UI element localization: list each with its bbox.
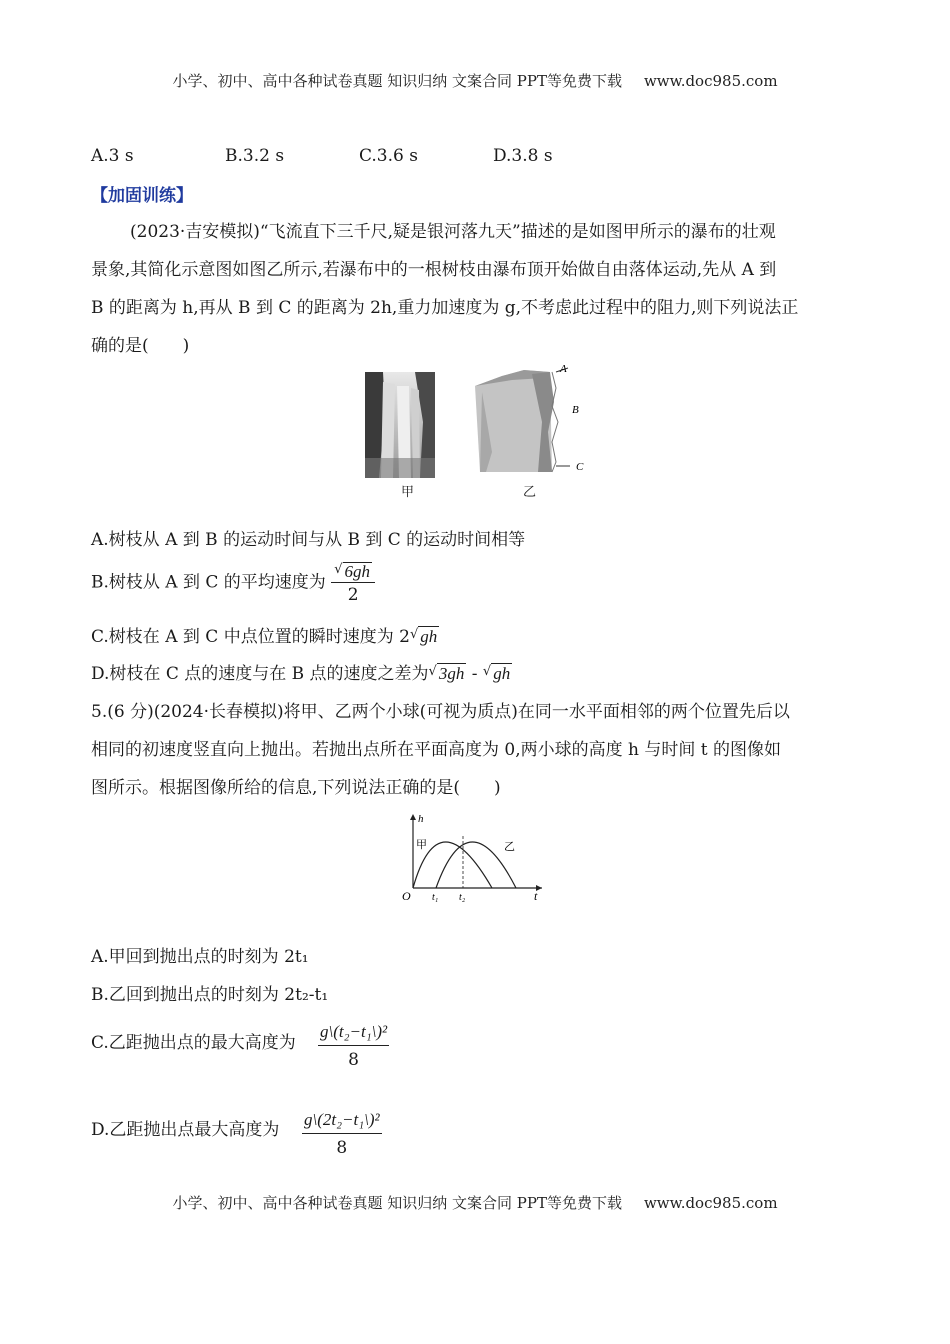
q4-option-d xyxy=(91,659,512,684)
q5-stem-line-2: 相同的初速度竖直向上抛出。若抛出点所在平面高度为 0,两小球的高度 h 与时间 t 的图像如 xyxy=(91,740,782,760)
radical-sign: √ xyxy=(409,627,419,642)
q5-stem-line-3: 图所示。根据图像所给的信息,下列说法正确的是( ) xyxy=(91,778,501,798)
origin-label: O xyxy=(402,889,411,903)
fig-label-b: B xyxy=(572,404,579,416)
q4-option-d-radicand-1: 3gh xyxy=(438,664,465,683)
q4-stem-line-1: (2023·吉安模拟)“飞流直下三千尺,疑是银河落九天”描述的是如图甲所示的瀑布的壮观 xyxy=(130,222,776,242)
fig-label-jia: 甲 xyxy=(401,485,415,500)
q4-option-d-minus: - xyxy=(466,664,483,684)
q4-option-d-text: D.树枝在 C 点的速度与在 B 点的速度之差为 xyxy=(91,664,429,684)
q5-option-c-label: C.乙距抛出点的最大高度为 xyxy=(91,1033,296,1053)
fig-label-a: A xyxy=(560,363,567,375)
fraction-denominator: 8 xyxy=(348,1050,359,1070)
q5-option-d-label: D.乙距抛出点最大高度为 xyxy=(91,1120,280,1140)
q4-option-c xyxy=(91,622,439,647)
page-footer xyxy=(0,1192,950,1213)
radical-sign: √ xyxy=(482,664,492,679)
q5-option-c-fraction xyxy=(318,1022,389,1070)
q4-option-b-text: B.树枝从 A 到 C 的平均速度为 xyxy=(91,572,326,593)
q5-option-b: B.乙回到抛出点的时刻为 2t₂-t₁ xyxy=(91,985,329,1005)
series-label-yi: 乙 xyxy=(504,840,515,853)
waterfall-photo xyxy=(365,372,435,478)
q4-option-c-text: C.树枝在 A 到 C 中点位置的瞬时速度为 2 xyxy=(91,627,410,647)
q4-option-a: A.树枝从 A 到 B 的运动时间与从 B 到 C 的运动时间相等 xyxy=(91,530,526,550)
prev-option-a: A.3 s xyxy=(91,146,134,166)
h-axis-arrow xyxy=(410,814,416,820)
q4-stem-line-3: B 的距离为 h,再从 B 到 C 的距离为 2h,重力加速度为 g,不考虑此过程中的阻力,则下列说法正 xyxy=(91,298,799,318)
q5-option-a: A.甲回到抛出点的时刻为 2t₁ xyxy=(91,947,309,967)
section-tag: 【加固训练】 xyxy=(91,186,193,206)
fraction-numerator: g\(t₂−t₁\)² xyxy=(318,1022,389,1046)
page-header xyxy=(0,70,950,91)
footer-text: 小学、初中、高中各种试卷真题 知识归纳 文案合同 PPT等免费下载 xyxy=(172,1194,622,1212)
fraction-denominator: 8 xyxy=(336,1138,348,1158)
axis-label-t: t xyxy=(534,889,538,903)
radical-sign: √ xyxy=(428,664,437,679)
fraction-numerator: g\(2t₂−t₁\)² xyxy=(302,1110,382,1134)
header-site-link[interactable]: www.doc985.com xyxy=(643,72,778,90)
q4-option-c-radicand: gh xyxy=(420,627,438,646)
fraction-denominator: 2 xyxy=(347,584,359,605)
tick-label-t2: t₂ xyxy=(459,892,466,903)
q4-stem-line-4: 确的是( ) xyxy=(91,336,190,356)
prev-option-c: C.3.6 s xyxy=(359,146,418,166)
header-text: 小学、初中、高中各种试卷真题 知识归纳 文案合同 PPT等免费下载 xyxy=(172,72,622,90)
tick-label-t1: t₁ xyxy=(432,892,439,903)
q5-option-d-fraction xyxy=(302,1110,382,1158)
fig-label-yi: 乙 xyxy=(523,485,537,500)
fraction-numerator: √ 6gh xyxy=(331,562,375,583)
fig-label-c: C xyxy=(576,461,584,473)
prev-option-d: D.3.8 s xyxy=(493,146,553,166)
height-time-graph xyxy=(396,810,556,906)
waterfall-schematic xyxy=(472,362,592,478)
series-label-jia: 甲 xyxy=(416,838,427,851)
footer-site-link[interactable]: www.doc985.com xyxy=(643,1194,778,1212)
prev-option-b: B.3.2 s xyxy=(225,146,285,166)
q4-stem-line-2: 景象,其简化示意图如图乙所示,若瀑布中的一根树枝由瀑布顶开始做自由落体运动,先从 A 到 xyxy=(91,260,777,280)
q4-option-b-fraction xyxy=(331,562,375,604)
q4-option-b xyxy=(91,562,375,604)
q4-option-d-radicand-2: gh xyxy=(493,664,511,683)
axis-label-h: h xyxy=(418,813,424,825)
q5-stem-line-1: 5.(6 分)(2024·长春模拟)将甲、乙两个小球(可视为质点)在同一水平面相邻的两个位置先后以 xyxy=(91,702,790,722)
